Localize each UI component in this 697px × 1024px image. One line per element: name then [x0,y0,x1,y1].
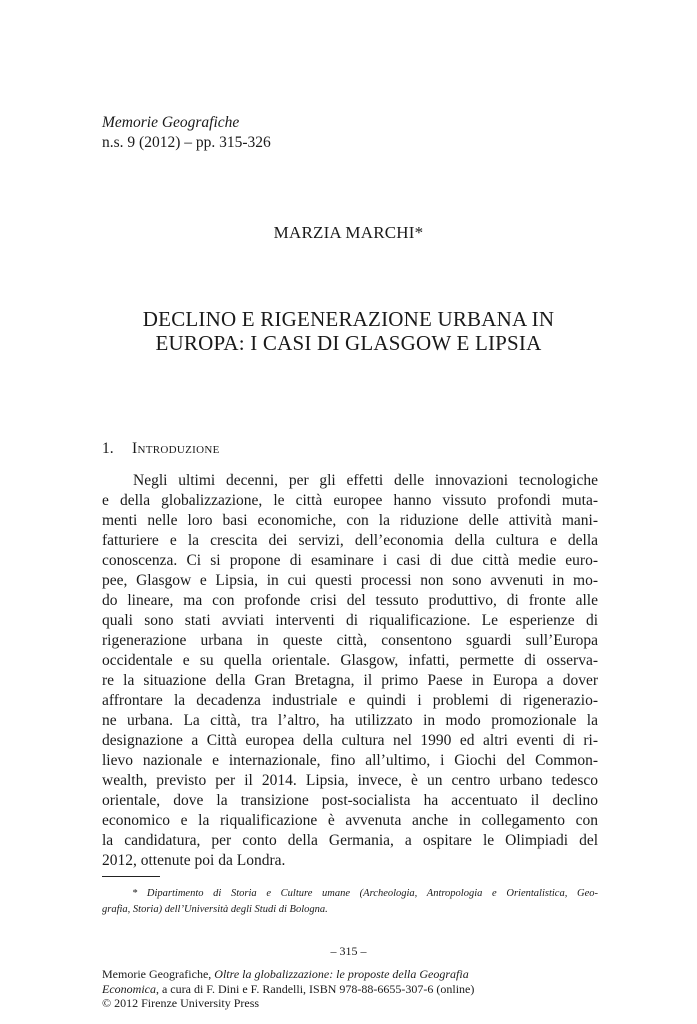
body-line: fatturiere e la crescita dei servizi, dell’economia della cultura e della [102,532,598,549]
article-title-line-1: DECLINO E RIGENERAZIONE URBANA IN [142,307,555,331]
author-name: MARZIA MARCHI* [273,223,424,242]
footnote-line: grafia, Storia) dell’Università degli Studi di Bologna. [102,904,328,915]
body-paragraph [102,471,598,871]
body-line: do lineare, ma con profonde crisi del tessuto produttivo, di fronte alle [102,592,598,609]
imprint-copyright: © 2012 Firenze University Press [102,996,260,1010]
body-line: occidentale e su quella orientale. Glasgow, infatti, permette di osserva- [102,652,598,669]
body-line: designazione a Città europea della cultura nel 1990 ed altri eventi di ri- [102,732,598,749]
journal-header [102,113,271,153]
body-line: quali sono stati avviati interventi di riqualificazione. Le esperienze di [102,612,598,629]
imprint-editors-isbn: , a cura di F. Dini e F. Randelli, ISBN 978-88-6655-307-6 (online) [155,981,475,996]
imprint-journal: Memorie Geografiche, [102,967,215,981]
body-line: pee, Glasgow e Lipsia, in cui questi processi non sono avvenuti in mo- [102,572,598,589]
footnote-line: * Dipartimento di Storia e Culture umane (Archeologia, Antropologia e Orientalistica, Geo- [132,888,598,899]
footnote [102,886,598,918]
page-number: – 315 – [330,944,367,958]
footnote-divider [102,876,160,877]
publication-imprint [102,967,474,1011]
body-line: menti nelle loro basi economiche, con la riduzione delle attività mani- [102,512,598,529]
body-line: wealth, previsto per il 2014. Lipsia, invece, è un centro urbano tedesco [102,772,598,789]
body-line: re la situazione della Gran Bretagna, il primo Paese in Europa a dover [102,672,598,689]
section-heading [102,440,220,458]
body-line: 2012, ottenute poi da Londra. [102,852,286,869]
body-line: rigenerazione urbana in queste città, consentono sguardi sull’Europa [102,632,598,649]
body-line: Negli ultimi decenni, per gli effetti delle innovazioni tecnologiche [133,472,598,489]
section-number: 1. [102,440,114,457]
imprint-volume-title-end: Economica [102,981,156,996]
article-title [0,307,697,355]
journal-issue: n.s. 9 (2012) – pp. 315-326 [102,134,271,151]
body-line: economico e la riqualificazione è avvenuta anche in collegamento con [102,812,598,829]
body-line: conoscenza. Ci si propone di esaminare i casi di due città medie euro- [102,552,598,569]
article-title-line-2: EUROPA: I CASI DI GLASGOW E LIPSIA [155,331,542,355]
body-line: affrontare la decadenza industriale e quindi i problemi di rigenerazio- [102,692,598,709]
body-line: ne urbana. La città, tra l’altro, ha utilizzato in modo promozionale la [102,712,598,729]
body-line: la candidatura, per conto della Germania, a ospitare le Olimpiadi del [102,832,598,849]
journal-name: Memorie Geografiche [102,114,240,131]
body-line: e della globalizzazione, le città europee hanno vissuto profondi muta- [102,492,598,509]
section-title: Introduzione [132,440,220,457]
imprint-line-1 [102,967,474,982]
body-line: lievo nazionale e internazionale, fino all’ultimo, i Giochi del Common- [102,752,598,769]
imprint-volume-title: Oltre la globalizzazione: le proposte della Geografia [214,967,469,981]
imprint-line-2 [102,982,474,997]
body-line: orientale, dove la transizione post-socialista ha accentuato il declino [102,792,598,809]
